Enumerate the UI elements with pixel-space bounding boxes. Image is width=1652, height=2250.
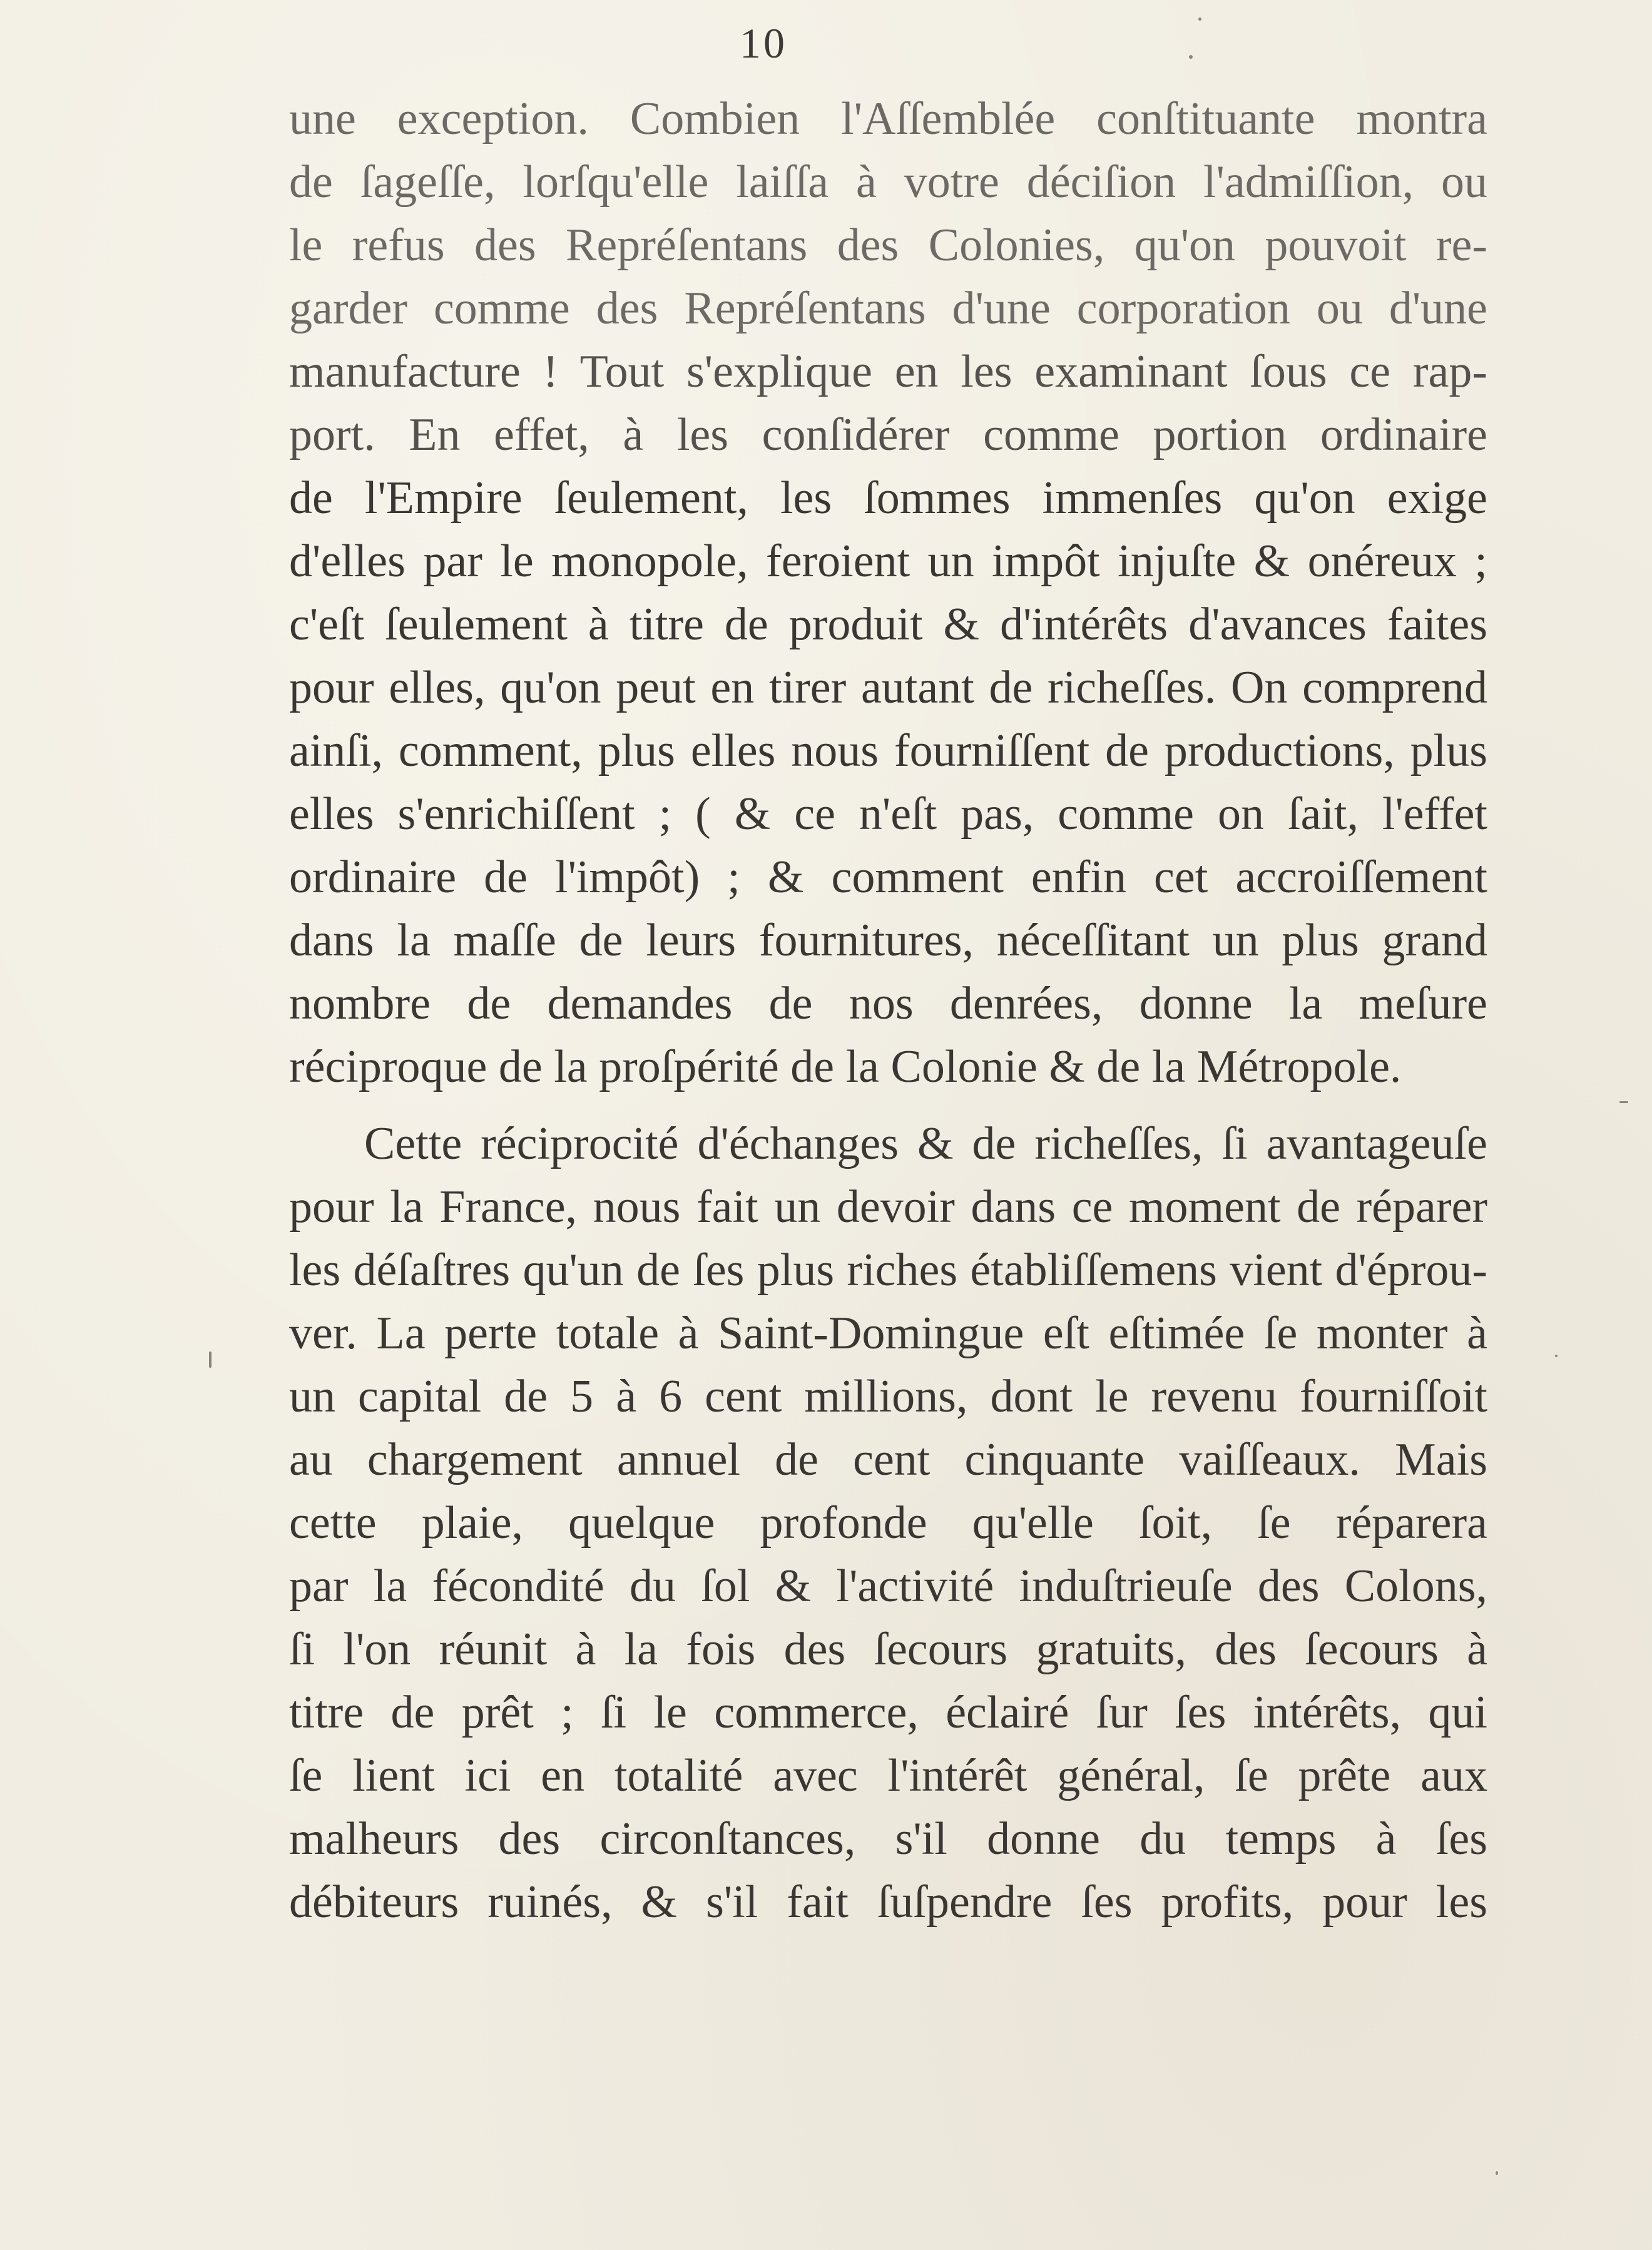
paragraph-2 <box>289 1112 1487 1934</box>
text-line: c'eſt ſeulement à titre de produit & d'intérêts d'avances faites <box>289 599 1487 650</box>
text-line: pour elles, qu'on peut en tirer autant de richeſſes. On comprend <box>289 662 1487 713</box>
paper-speck <box>209 1352 212 1368</box>
paragraph-1 <box>289 88 1487 1099</box>
paper-speck <box>1619 1101 1628 1103</box>
text-line: débiteurs ruinés, & s'il fait ſuſpendre ſes profits, pour les <box>289 1876 1487 1928</box>
paper-speck <box>1496 2171 1498 2175</box>
paragraph-spacer <box>289 1099 1487 1112</box>
text-line: une exception. Combien l'Aſſemblée conſtituante montra <box>289 93 1487 145</box>
text-line: réciproque de la proſpérité de la Colonie & de la Métropole. <box>289 1041 1402 1092</box>
text-line: nombre de demandes de nos denrées, donne la meſure <box>289 978 1487 1029</box>
text-line: ordinaire de l'impôt) ; & comment enfin cet accroiſſement <box>289 852 1487 903</box>
text-line: dans la maſſe de leurs fournitures, néceſſitant un plus grand <box>289 915 1487 966</box>
text-line: malheurs des circonſtances, s'il donne du temps à ſes <box>289 1813 1487 1865</box>
text-line: ſe lient ici en totalité avec l'intérêt général, ſe prête aux <box>289 1750 1487 1801</box>
text-line: au chargement annuel de cent cinquante vaiſſeaux. Mais <box>289 1434 1487 1485</box>
text-line: garder comme des Repréſentans d'une corporation ou d'une <box>289 283 1487 334</box>
text-line: les déſaſtres qu'un de ſes plus riches établiſſemens vient d'éprou- <box>289 1245 1487 1296</box>
text-line: ſi l'on réunit à la fois des ſecours gratuits, des ſecours à <box>289 1624 1487 1675</box>
text-line: Cette réciprocité d'échanges & de richeſſes, ſi avantageuſe <box>364 1118 1487 1169</box>
paper-speck <box>1555 1355 1558 1357</box>
text-line: de l'Empire ſeulement, les ſommes immenſes qu'on exige <box>289 472 1487 524</box>
text-line: cette plaie, quelque profonde qu'elle ſoit, ſe réparera <box>289 1497 1487 1549</box>
paper-speck <box>1198 18 1201 21</box>
text-line: d'elles par le monopole, feroient un impôt injuſte & onéreux ; <box>289 536 1487 587</box>
text-line: manufacture ! Tout s'explique en les examinant ſous ce rap- <box>289 346 1487 397</box>
body-text <box>289 88 1487 1934</box>
text-line: par la fécondité du ſol & l'activité induſtrieuſe des Colons, <box>289 1560 1487 1612</box>
text-line: pour la France, nous fait un devoir dans ce moment de réparer <box>289 1181 1487 1233</box>
text-line: elles s'enrichiſſent ; ( & ce n'eſt pas, comme on ſait, l'effet <box>289 788 1487 840</box>
text-line: de ſageſſe, lorſqu'elle laiſſa à votre déciſion l'admiſſion, ou <box>289 156 1487 208</box>
text-line: ver. La perte totale à Saint-Domingue eſt eſtimée ſe monter à <box>289 1308 1487 1359</box>
page-number: 10 <box>740 19 787 67</box>
text-line: port. En effet, à les conſidérer comme portion ordinaire <box>289 409 1487 461</box>
text-line: un capital de 5 à 6 cent millions, dont le revenu fourniſſoit <box>289 1371 1487 1422</box>
text-line: titre de prêt ; ſi le commerce, éclairé ſur ſes intérêts, qui <box>289 1687 1487 1738</box>
text-line: le refus des Repréſentans des Colonies, qu'on pouvoit re- <box>289 220 1487 271</box>
text-line: ainſi, comment, plus elles nous fourniſſent de productions, plus <box>289 725 1487 776</box>
paper-speck <box>1189 55 1193 59</box>
